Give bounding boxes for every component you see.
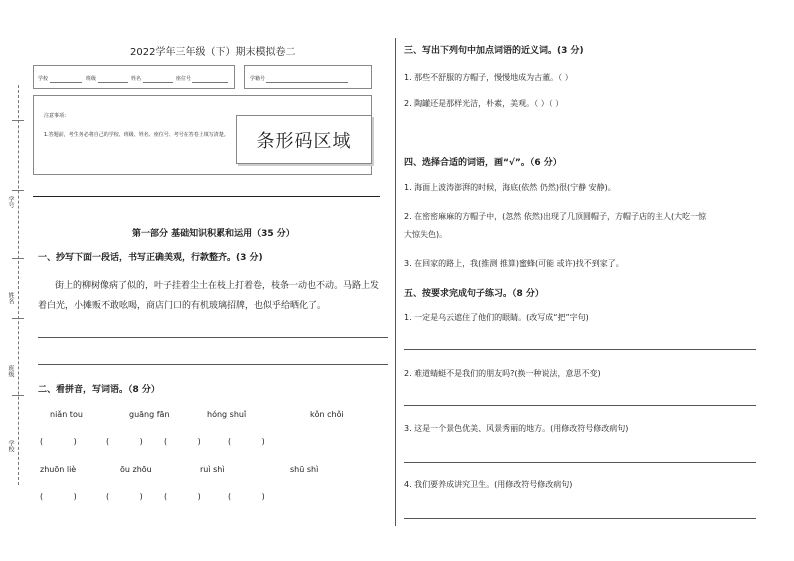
seat-blank[interactable]	[192, 82, 228, 83]
q3-title: 三、写出下列句中加点词语的近义词。(3 分)	[404, 46, 584, 56]
margin-tick	[12, 395, 24, 396]
q1-writing-line-1[interactable]	[38, 337, 388, 338]
pinyin-item: ruì shì	[200, 465, 225, 474]
margin-label-class: 班级	[7, 365, 14, 377]
q5-title: 五、按要求完成句子练习。（8 分）	[404, 289, 544, 299]
seat-field-label: 座位号	[176, 76, 192, 82]
margin-tick	[12, 190, 24, 191]
margin-tick	[12, 318, 24, 319]
q1-passage-line2: 着白光，小摊贩不敢吆喝，商店门口的有机玻璃招牌，也似乎给晒化了。	[38, 301, 327, 311]
answer-blank[interactable]: ( )	[164, 492, 201, 501]
q5-item-3: 3. 这是一个景色优美、风景秀丽的地方。(用修改符号修改病句)	[404, 424, 629, 433]
answer-blank[interactable]: ( )	[228, 437, 265, 446]
answer-blank[interactable]: ( )	[40, 492, 77, 501]
margin-label-name: 姓名	[7, 292, 14, 304]
pinyin-item: niǎn tou	[50, 410, 83, 419]
q5-item-1: 1. 一定是乌云遮住了他们的眼睛。(改写成“把”字句)	[404, 313, 589, 322]
answer-blank[interactable]: ( )	[164, 437, 201, 446]
header-separator	[33, 196, 380, 197]
q4-item-1: 1. 海面上波涛澎湃的时候，海底(依然 仍然)很(宁静 安静)。	[404, 183, 616, 192]
q3-item-1: 1. 那些不舒服的方帽子，慢慢地成为古董。（ ）	[404, 73, 573, 82]
answer-blank[interactable]: ( )	[40, 437, 77, 446]
exam-number-label: 学籍号	[250, 76, 266, 82]
answer-blank[interactable]: ( )	[106, 492, 143, 501]
q2-title: 二、看拼音，写词语。（8 分）	[38, 385, 160, 395]
pinyin-item: kǒn chǒi	[310, 410, 344, 419]
pinyin-item: zhuōn liè	[40, 465, 77, 474]
school-field-label: 学校	[38, 76, 49, 82]
column-divider	[395, 38, 396, 526]
q4-item-3: 3. 在回家的路上，我(推测 推算)蜜蜂(可能 或许)找不到家了。	[404, 259, 624, 268]
class-field-label: 班级	[86, 76, 97, 82]
q5-answer-line-3[interactable]	[404, 462, 756, 463]
q5-answer-line-4[interactable]	[404, 518, 756, 519]
name-blank[interactable]	[143, 82, 173, 83]
q5-answer-line-1[interactable]	[404, 349, 756, 350]
pinyin-item: shū shì	[290, 465, 319, 474]
q3-item-2: 2. 陶罐还是那样光洁，朴素，美观。（ ）（ ）	[404, 99, 564, 108]
pinyin-item: hóng shuǐ	[207, 410, 247, 419]
q1-writing-line-2[interactable]	[38, 364, 388, 365]
margin-tick	[12, 258, 24, 259]
q4-item-2-cont: 大惊失色)。	[404, 230, 448, 239]
barcode-area: 条形码区域	[236, 115, 372, 164]
name-field-label: 姓名	[131, 76, 142, 82]
notice-text: 1.答题前，考生务必将自己的学校、班级、姓名、座位号、考号在答卷上填写清楚。	[44, 132, 229, 138]
binding-line	[18, 85, 19, 485]
pinyin-item: guāng fān	[129, 410, 170, 419]
q1-title: 一、抄写下面一段话，书写正确美观，行款整齐。(3 分)	[38, 253, 263, 263]
answer-blank[interactable]: ( )	[228, 492, 265, 501]
pinyin-item: ōu zhōu	[120, 465, 152, 474]
q4-item-2: 2. 在密密麻麻的方帽子中，(忽然 依然)出现了几顶圆帽子，方帽子店的主人(大吃一惊	[404, 212, 707, 221]
q5-item-2: 2. 难道蜻蜓不是我们的朋友吗?(换一种说法，意思不变)	[404, 369, 601, 378]
exam-title: 2022学年三年级（下）期末模拟卷二	[130, 47, 296, 58]
notice-title: 注意事项：	[44, 113, 70, 119]
margin-tick	[12, 120, 24, 121]
school-blank[interactable]	[50, 82, 82, 83]
q4-title: 四、选择合适的词语，画“√”。（6 分）	[404, 158, 562, 168]
part1-title: 第一部分 基础知识积累和运用（35 分）	[132, 229, 295, 239]
exam-number-blank[interactable]	[266, 82, 348, 83]
class-blank[interactable]	[98, 82, 128, 83]
q1-passage-line1: 街上的柳树像病了似的，叶子挂着尘土在枝上打着卷，枝条一动也不动。马路上发	[55, 281, 380, 291]
margin-label-school: 学校	[7, 440, 14, 452]
q5-answer-line-2[interactable]	[404, 405, 756, 406]
margin-label-student-id: 学号	[7, 196, 14, 208]
q5-item-4: 4. 我们要养成讲究卫生。(用修改符号修改病句)	[404, 480, 573, 489]
answer-blank[interactable]: ( )	[106, 437, 143, 446]
